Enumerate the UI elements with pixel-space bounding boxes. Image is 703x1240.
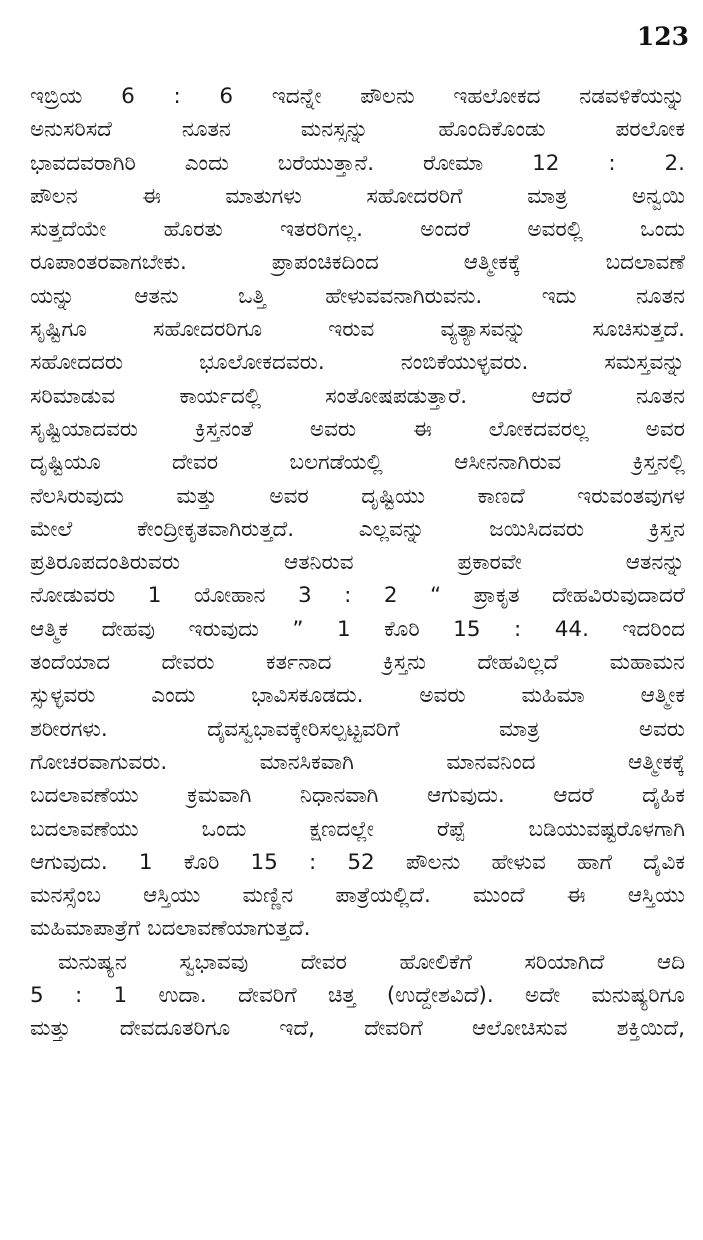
text-line: ಸರಿಮಾಡುವ ಕಾರ್ಯದಲ್ಲಿ ಸಂತೋಷಪಡುತ್ತಾರೆ. ಆದರೆ ನೂತನ bbox=[30, 383, 685, 409]
text-line: ಅನುಸರಿಸದೆ ನೂತನ ಮನಸ್ಸನ್ನು ಹೊಂದಿಕೊಂಡು ಪರಲೋಕ bbox=[30, 117, 685, 143]
text-line: ನೋಡುವರು 1 ಯೋಹಾನ 3 : 2 “ ಪ್ರಾಕೃತ ದೇಹವಿರುವುದಾದರೆ bbox=[30, 583, 685, 609]
text-line: ತಂದೆಯಾದ ದೇವರು ಕರ್ತನಾದ ಕ್ರಿಸ್ತನು ದೇಹವಿಲ್ಲದೆ ಮಹಾಮನ bbox=[30, 650, 685, 676]
text-line: ಮತ್ತು ದೇವದೂತರಿಗೂ ಇದೆ, ದೇವರಿಗೆ ಆಲೋಚಿಸುವ ಶಕ್ತಿಯಿದೆ, bbox=[30, 1016, 685, 1042]
text-line: ಇಬ್ರಿಯ 6 : 6 ಇದನ್ನೇ ಪೌಲನು ಇಹಲೋಕದ ನಡವಳಿಕೆಯನ್ನು bbox=[30, 84, 685, 109]
paragraph-1 bbox=[30, 80, 685, 946]
text-line: ಪೌಲನ ಈ ಮಾತುಗಳು ಸಹೋದರರಿಗೆ ಮಾತ್ರ ಅನ್ವಯಿ bbox=[30, 183, 685, 209]
text-line: ಸೃಷ್ಟಿಯಾದವರು ಕ್ರಿಸ್ತನಂತೆ ಅವರು ಈ ಲೋಕದವರಲ್ಲ ಅವರ bbox=[30, 416, 685, 442]
text-line: ಬದಲಾವಣೆಯು ಕ್ರಮವಾಗಿ ನಿಧಾನವಾಗಿ ಆಗುವುದು. ಆದರೆ ದೈಹಿಕ bbox=[30, 783, 685, 809]
text-line: ಸಹೋದದರು ಭೂಲೋಕದವರು. ನಂಬಿಕೆಯುಳ್ಳವರು. ಸಮಸ್ತವನ್ನು bbox=[30, 350, 685, 376]
text-line: ಮನಸ್ಸೆಂಬ ಆಸ್ತಿಯು ಮಣ್ಣಿನ ಪಾತ್ರೆಯಲ್ಲಿದೆ. ಮುಂದೆ ಈ ಆಸ್ತಿಯು bbox=[30, 883, 685, 909]
text-line: ಆಗುವುದು. 1 ಕೊರಿ 15 : 52 ಪೌಲನು ಹೇಳುವ ಹಾಗೆ ದೈವಿಕ bbox=[30, 849, 685, 875]
text-line: ಮಹಿಮಾಪಾತ್ರೆಗೆ ಬದಲಾವಣೆಯಾಗುತ್ತದೆ. bbox=[30, 916, 311, 942]
text-line: ಭಾವದವರಾಗಿರಿ ಎಂದು ಬರೆಯುತ್ತಾನೆ. ರೋಮಾ 12 : 2. bbox=[30, 150, 685, 176]
text-line: ಶರೀರಗಳು. ದೈವಸ್ವಭಾವಕ್ಕೇರಿಸಲ್ಪಟ್ಟವರಿಗೆ ಮಾತ್ರ ಅವರು bbox=[30, 716, 685, 742]
text-line: ಪ್ರತಿರೂಪದಂತಿರುವರು ಆತನಿರುವ ಪ್ರಕಾರವೇ ಆತನನ್ನು bbox=[30, 550, 685, 576]
text-line: ಆತ್ಮಿಕ ದೇಹವು ಇರುವುದು ” 1 ಕೊರಿ 15 : 44. ಇದರಿಂದ bbox=[30, 616, 685, 642]
text-line: ದೃಷ್ಟಿಯೂ ದೇವರ ಬಲಗಡೆಯಲ್ಲಿ ಆಸೀನನಾಗಿರುವ ಕ್ರಿಸ್ತನಲ್ಲಿ bbox=[30, 450, 685, 476]
text-line: ಸುತ್ತದೆಯೇ ಹೊರತು ಇತರರಿಗಲ್ಲ. ಅಂದರೆ ಅವರಲ್ಲಿ ಒಂದು bbox=[30, 217, 685, 243]
text-line: ಸೃಷ್ಟಿಗೂ ಸಹೋದರರಿಗೂ ಇರುವ ವ್ಯತ್ಯಾಸವನ್ನು ಸೂಚಿಸುತ್ತದೆ. bbox=[30, 317, 685, 343]
text-line: ಬದಲಾವಣೆಯು ಒಂದು ಕ್ಷಣದಲ್ಲೇ ರೆಪ್ಪೆ ಬಡಿಯುವಷ್ಟರೊಳಗಾಗಿ bbox=[30, 816, 685, 842]
text-line: ಯನ್ನು ಆತನು ಒತ್ತಿ ಹೇಳುವವನಾಗಿರುವನು. ಇದು ನೂತನ bbox=[30, 283, 685, 309]
page-number: 123 bbox=[636, 22, 689, 51]
body-text bbox=[30, 80, 685, 1046]
paragraph-2 bbox=[30, 946, 685, 1046]
text-line: ನೆಲಸಿರುವುದು ಮತ್ತು ಅವರ ದೃಷ್ಟಿಯು ಕಾಣದೆ ಇರುವಂತವುಗಳ bbox=[30, 483, 685, 509]
text-line: ಮನುಷ್ಯನ ಸ್ವಭಾವವು ದೇವರ ಹೋಲಿಕೆಗೆ ಸರಿಯಾಗಿದೆ ಆದಿ bbox=[58, 949, 685, 975]
text-line: 5 : 1 ಉದಾ. ದೇವರಿಗೆ ಚಿತ್ತ (ಉದ್ದೇಶವಿದೆ). ಅದೇ ಮನುಷ್ಯರಿಗೂ bbox=[30, 983, 685, 1009]
text-line: ರೂಪಾಂತರವಾಗಬೇಕು. ಪ್ರಾಪಂಚಿಕದಿಂದ ಆತ್ಮೀಕಕ್ಕೆ ಬದಲಾವಣೆ bbox=[30, 250, 685, 276]
text-line: ಗೋಚರವಾಗುವರು. ಮಾನಸಿಕವಾಗಿ ಮಾನವನಿಂದ ಆತ್ಮೀಕಕ್ಕೆ bbox=[30, 749, 685, 775]
text-line: ಮೇಲೆ ಕೇಂದ್ರೀಕೃತವಾಗಿರುತ್ತದೆ. ಎಲ್ಲವನ್ನು ಜಯಿಸಿದವರು ಕ್ರಿಸ್ತನ bbox=[30, 516, 685, 542]
text-line: ಸ್ಸುಳ್ಳವರು ಎಂದು ಭಾವಿಸಕೂಡದು. ಅವರು ಮಹಿಮಾ ಆತ್ಮೀಕ bbox=[30, 683, 685, 709]
